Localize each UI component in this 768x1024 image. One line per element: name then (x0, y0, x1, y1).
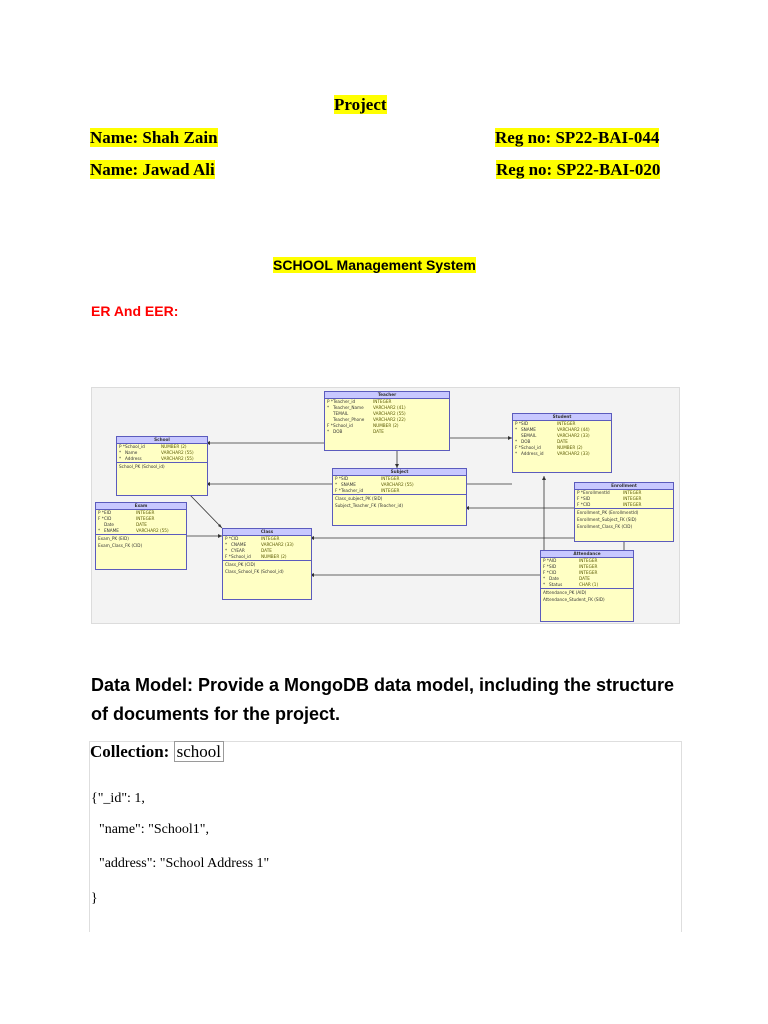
table-row: P * CID INTEGER (225, 536, 280, 541)
collection-heading: Collection: school (90, 742, 224, 762)
table-row: F * Teacher_id INTEGER (335, 488, 400, 493)
collection-name: school (174, 741, 224, 762)
code-line: "address": "School Address 1" (99, 856, 270, 871)
table-row: * Teacher_Name VARCHAR2 (41) (327, 405, 406, 410)
table-key: Enrollment_PK (EnrollmentId) (575, 508, 673, 517)
table-class (222, 528, 312, 600)
table-row: * Status CHAR (1) (543, 582, 599, 587)
table-title: Attendance (541, 551, 633, 558)
table-title: Subject (333, 469, 466, 476)
table-key: Attendance_PK (AID) (541, 588, 633, 597)
table-attendance (540, 550, 634, 622)
table-row: TEMAIL VARCHAR2 (55) (333, 411, 406, 416)
member-2-name: Name: Jawad Ali (90, 160, 215, 179)
table-title: Exam (96, 503, 186, 510)
member-1-reg: Reg no: SP22-BAI-044 (495, 128, 660, 147)
table-row: * Address_id VARCHAR2 (33) (515, 451, 590, 456)
code-line: } (91, 891, 98, 906)
project-title: Project (334, 95, 387, 114)
table-key: Enrollment_Class_FK (CID) (577, 524, 633, 529)
table-row: * DOB DATE (327, 429, 384, 434)
table-key: Exam_PK (EID) (96, 534, 186, 543)
table-row: * DOB DATE (515, 439, 568, 444)
table-key: School_PK (School_id) (117, 462, 207, 471)
table-key: Enrollment_Subject_FK (SID) (577, 517, 637, 522)
table-row: F * CID INTEGER (577, 502, 642, 507)
table-row: P * EID INTEGER (98, 510, 155, 515)
table-row: * Date DATE (543, 576, 590, 581)
table-row: P * SID INTEGER (515, 421, 576, 426)
table-key: Class_School_FK (School_id) (225, 569, 284, 574)
table-exam (95, 502, 187, 570)
table-row: P * School_id NUMBER (2) (119, 444, 187, 449)
table-row: P * SID INTEGER (335, 476, 400, 481)
table-key: Exam_Class_FK (CID) (98, 543, 143, 548)
table-teacher (324, 391, 450, 451)
table-title: School (117, 437, 207, 444)
table-school (116, 436, 208, 496)
table-row: * SNAME VARCHAR2 (44) (515, 427, 590, 432)
data-model-heading: Data Model: Provide a MongoDB data model, including the structure of documents for the project. (91, 675, 675, 724)
member-2-reg: Reg no: SP22-BAI-020 (496, 160, 661, 179)
table-row: F * School_id NUMBER (2) (225, 554, 287, 559)
table-key: Attendance_Student_FK (SID) (543, 597, 605, 602)
table-key: Subject_Teacher_FK (Teacher_id) (335, 503, 403, 508)
table-row: * ENAME VARCHAR2 (55) (98, 528, 169, 533)
table-row: P * Teacher_id INTEGER (327, 399, 392, 404)
table-row: P * EnrollmentId INTEGER (577, 490, 642, 495)
table-row: * Name VARCHAR2 (55) (119, 450, 194, 455)
er-label: ER And EER: (91, 303, 179, 319)
table-title: Enrollment (575, 483, 673, 490)
table-row: Teacher_Phone VARCHAR2 (22) (333, 417, 406, 422)
table-row: * SNAME VARCHAR2 (55) (335, 482, 414, 487)
code-line: {"_id": 1, (91, 791, 145, 806)
table-row: Date DATE (104, 522, 147, 527)
table-student (512, 413, 612, 473)
table-key: Class_subject_PK (SID) (333, 494, 466, 503)
system-title: SCHOOL Management System (273, 257, 476, 273)
table-enrollment (574, 482, 674, 542)
table-title: Teacher (325, 392, 449, 399)
table-row: P * AID INTEGER (543, 558, 598, 563)
table-row: * Address VARCHAR2 (55) (119, 456, 194, 461)
table-key: Class_PK (CID) (223, 560, 311, 569)
table-row: SEMAIL VARCHAR2 (33) (521, 433, 590, 438)
code-line: "name": "School1", (99, 822, 209, 837)
table-row: F * CID INTEGER (98, 516, 155, 521)
collection-box (89, 741, 682, 932)
table-row: F * School_id NUMBER (2) (515, 445, 583, 450)
er-diagram (91, 387, 680, 624)
table-title: Class (223, 529, 311, 536)
table-subject (332, 468, 467, 526)
table-row: * CYEAR DATE (225, 548, 272, 553)
table-row: F * SID INTEGER (543, 564, 598, 569)
table-row: * CNAME VARCHAR2 (33) (225, 542, 294, 547)
table-title: Student (513, 414, 611, 421)
table-row: F * School_id NUMBER (2) (327, 423, 399, 428)
table-row: F * CID INTEGER (543, 570, 598, 575)
member-1-name: Name: Shah Zain (90, 128, 218, 147)
table-row: F * SID INTEGER (577, 496, 642, 501)
